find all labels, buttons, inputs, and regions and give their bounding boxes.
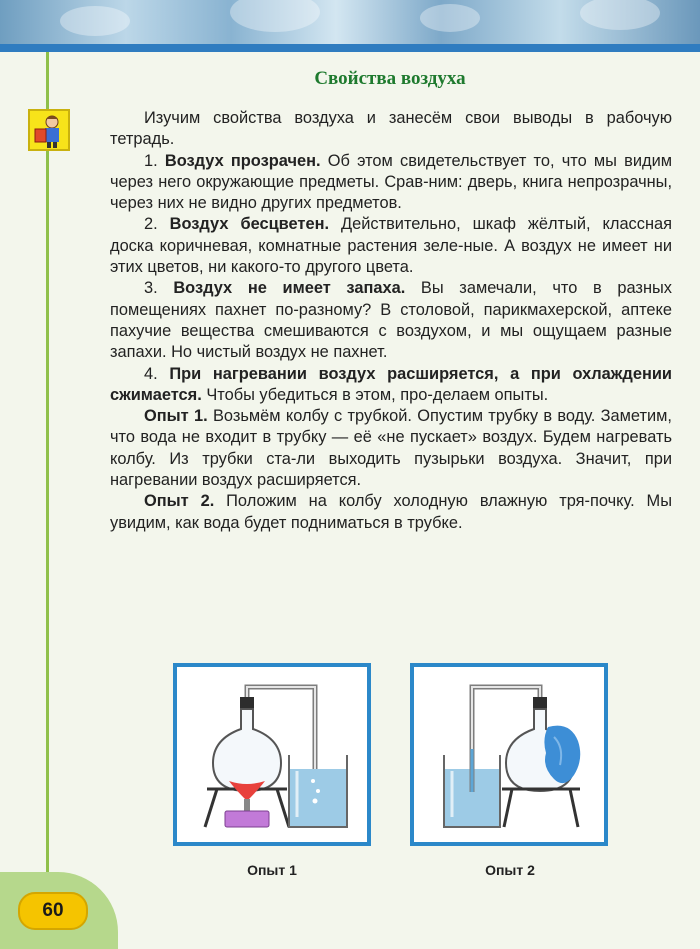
- paragraph-heading: Опыт 2.: [144, 492, 215, 511]
- page-title: Свойства воздуха: [314, 68, 466, 89]
- figure-caption-2: Опыт 2: [485, 862, 535, 878]
- paragraph-heading: Опыт 1.: [144, 407, 208, 426]
- banner-stripe: [0, 44, 700, 52]
- top-banner: [0, 0, 700, 44]
- figure-caption-1: Опыт 1: [247, 862, 297, 878]
- paragraph-heading: Воздух прозрачен.: [164, 151, 321, 170]
- paragraph-colorless: [110, 214, 672, 278]
- banner-decoration: [230, 0, 320, 32]
- paragraph-text: Чтобы убедиться в этом, про-делаем опыты.: [201, 385, 549, 404]
- body-text: [110, 108, 672, 534]
- paragraph-text: Действительно, шкаф жёлтый, классная доска коричневая, комнатные растения зеле-ные. А воздух не имеет ни этих цветов, ни какого-то другого цвета.: [110, 215, 672, 277]
- flask-cooling-illustration: [414, 667, 604, 842]
- paragraph-experiment-2: [110, 491, 672, 534]
- paragraph-text: Положим на колбу холодную влажную тря-почку. Мы увидим, как вода будет подниматься в трубке.: [110, 492, 672, 532]
- paragraph-heading: Воздух не имеет запаха.: [173, 279, 406, 298]
- margin-line: [46, 52, 49, 882]
- paragraph-odorless: [110, 278, 672, 363]
- figure-experiment-2: [410, 663, 608, 846]
- paragraph-heading: При нагревании воздух расширяется, а при охлаждении сжимается.: [110, 364, 672, 404]
- paragraph-number: 3.: [144, 279, 174, 298]
- paragraph-text: Об этом свидетельствует то, что мы видим через него окружающие предметы. Срав-ним: дверь, книга непрозрачны, через них не видно других предметов.: [110, 151, 672, 213]
- banner-decoration: [580, 0, 660, 30]
- paragraph-number: 2.: [144, 215, 170, 234]
- paragraph-expansion: [110, 364, 672, 407]
- paragraph-number: 4.: [144, 364, 170, 383]
- paragraph-experiment-1: [110, 406, 672, 491]
- paragraph-heading: Воздух бесцветен.: [169, 215, 330, 234]
- paragraph-text: Вы замечали, что в разных помещениях пахнет по-разному? В столовой, парикмахерской, аптеке пахучие вещества смешиваются с воздухом, и мы ощущаем разные запахи. Но чистый воздух не пахнет.: [110, 279, 672, 362]
- paragraph-intro: [110, 108, 672, 151]
- flask-heating-illustration: [177, 667, 367, 842]
- paragraph-text: Изучим свойства воздуха и занесём свои выводы в рабочую тетрадь.: [110, 109, 672, 149]
- paragraph-text: Возьмём колбу с трубкой. Опустим трубку в воду. Заметим, что вода не входит в трубку — её «не пускает» воздух. Будем нагревать колбу. Из трубки ста-ли выходить пузырьки воздуха. Значит, при нагревании воздух расширяется.: [110, 407, 672, 490]
- banner-decoration: [420, 4, 480, 32]
- figure-experiment-1: [173, 663, 371, 846]
- banner-decoration: [60, 6, 130, 36]
- paragraph-transparent: [110, 151, 672, 215]
- paragraph-number: 1.: [144, 151, 165, 170]
- page-number: 60: [18, 892, 88, 930]
- pupil-icon: [28, 109, 70, 151]
